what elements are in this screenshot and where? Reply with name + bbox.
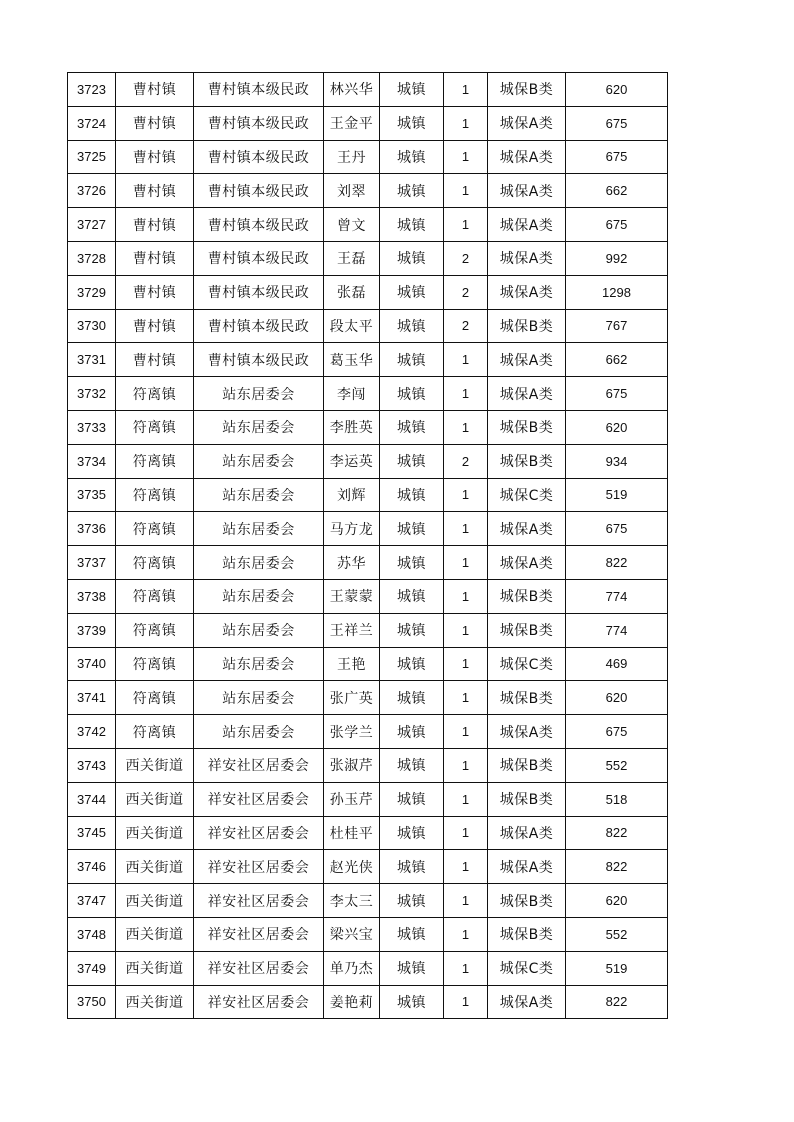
cell-category: 城保A类 xyxy=(488,208,566,242)
cell-category: 城保B类 xyxy=(488,917,566,951)
cell-count: 1 xyxy=(444,512,488,546)
data-table xyxy=(67,72,668,1019)
cell-count: 1 xyxy=(444,579,488,613)
cell-name: 李胜英 xyxy=(324,410,380,444)
cell-count: 1 xyxy=(444,951,488,985)
cell-area: 城镇 xyxy=(380,444,444,478)
cell-name: 单乃杰 xyxy=(324,951,380,985)
cell-town: 符离镇 xyxy=(116,377,194,411)
cell-category: 城保A类 xyxy=(488,546,566,580)
cell-category: 城保A类 xyxy=(488,140,566,174)
cell-id: 3738 xyxy=(68,579,116,613)
cell-category: 城保C类 xyxy=(488,951,566,985)
cell-id: 3736 xyxy=(68,512,116,546)
cell-id: 3748 xyxy=(68,917,116,951)
cell-name: 张广英 xyxy=(324,681,380,715)
cell-town: 符离镇 xyxy=(116,613,194,647)
cell-id: 3739 xyxy=(68,613,116,647)
cell-id: 3726 xyxy=(68,174,116,208)
cell-count: 1 xyxy=(444,546,488,580)
cell-count: 1 xyxy=(444,850,488,884)
cell-town: 曹村镇 xyxy=(116,140,194,174)
cell-town: 西关街道 xyxy=(116,884,194,918)
cell-unit: 曹村镇本级民政 xyxy=(194,343,324,377)
cell-id: 3740 xyxy=(68,647,116,681)
cell-amount: 552 xyxy=(566,748,668,782)
table-row xyxy=(68,343,668,377)
table-row xyxy=(68,884,668,918)
cell-unit: 祥安社区居委会 xyxy=(194,951,324,985)
cell-count: 1 xyxy=(444,73,488,107)
cell-id: 3723 xyxy=(68,73,116,107)
cell-unit: 祥安社区居委会 xyxy=(194,884,324,918)
cell-category: 城保C类 xyxy=(488,647,566,681)
cell-unit: 曹村镇本级民政 xyxy=(194,106,324,140)
cell-category: 城保A类 xyxy=(488,377,566,411)
table-row xyxy=(68,951,668,985)
cell-amount: 774 xyxy=(566,579,668,613)
cell-category: 城保A类 xyxy=(488,174,566,208)
cell-amount: 620 xyxy=(566,73,668,107)
cell-town: 符离镇 xyxy=(116,647,194,681)
cell-area: 城镇 xyxy=(380,917,444,951)
cell-amount: 675 xyxy=(566,512,668,546)
cell-area: 城镇 xyxy=(380,681,444,715)
cell-category: 城保B类 xyxy=(488,681,566,715)
cell-amount: 822 xyxy=(566,816,668,850)
cell-id: 3743 xyxy=(68,748,116,782)
cell-count: 1 xyxy=(444,343,488,377)
table-row xyxy=(68,444,668,478)
cell-area: 城镇 xyxy=(380,73,444,107)
table-row xyxy=(68,681,668,715)
table-row xyxy=(68,782,668,816)
cell-name: 李闯 xyxy=(324,377,380,411)
cell-count: 1 xyxy=(444,208,488,242)
table-row xyxy=(68,748,668,782)
cell-town: 西关街道 xyxy=(116,850,194,884)
cell-town: 符离镇 xyxy=(116,546,194,580)
cell-name: 姜艳莉 xyxy=(324,985,380,1019)
cell-unit: 曹村镇本级民政 xyxy=(194,275,324,309)
cell-name: 张磊 xyxy=(324,275,380,309)
cell-count: 1 xyxy=(444,681,488,715)
cell-area: 城镇 xyxy=(380,174,444,208)
cell-id: 3731 xyxy=(68,343,116,377)
cell-count: 1 xyxy=(444,917,488,951)
cell-count: 1 xyxy=(444,106,488,140)
cell-count: 1 xyxy=(444,410,488,444)
cell-category: 城保B类 xyxy=(488,73,566,107)
cell-name: 段太平 xyxy=(324,309,380,343)
cell-id: 3733 xyxy=(68,410,116,444)
cell-amount: 662 xyxy=(566,174,668,208)
cell-area: 城镇 xyxy=(380,275,444,309)
cell-town: 西关街道 xyxy=(116,917,194,951)
cell-name: 李太三 xyxy=(324,884,380,918)
cell-category: 城保A类 xyxy=(488,512,566,546)
cell-town: 西关街道 xyxy=(116,985,194,1019)
cell-unit: 站东居委会 xyxy=(194,715,324,749)
cell-unit: 祥安社区居委会 xyxy=(194,816,324,850)
cell-area: 城镇 xyxy=(380,985,444,1019)
cell-count: 1 xyxy=(444,816,488,850)
cell-count: 1 xyxy=(444,985,488,1019)
cell-name: 王磊 xyxy=(324,241,380,275)
cell-count: 1 xyxy=(444,613,488,647)
cell-category: 城保B类 xyxy=(488,613,566,647)
cell-amount: 519 xyxy=(566,478,668,512)
cell-amount: 767 xyxy=(566,309,668,343)
cell-id: 3741 xyxy=(68,681,116,715)
cell-amount: 620 xyxy=(566,410,668,444)
cell-unit: 祥安社区居委会 xyxy=(194,917,324,951)
cell-name: 王金平 xyxy=(324,106,380,140)
cell-count: 1 xyxy=(444,782,488,816)
cell-area: 城镇 xyxy=(380,850,444,884)
cell-area: 城镇 xyxy=(380,715,444,749)
cell-count: 1 xyxy=(444,377,488,411)
table-row xyxy=(68,174,668,208)
cell-amount: 675 xyxy=(566,208,668,242)
cell-unit: 曹村镇本级民政 xyxy=(194,208,324,242)
cell-count: 1 xyxy=(444,748,488,782)
cell-area: 城镇 xyxy=(380,546,444,580)
table-row xyxy=(68,917,668,951)
cell-town: 西关街道 xyxy=(116,816,194,850)
cell-amount: 518 xyxy=(566,782,668,816)
cell-town: 符离镇 xyxy=(116,478,194,512)
cell-area: 城镇 xyxy=(380,241,444,275)
cell-count: 1 xyxy=(444,174,488,208)
cell-amount: 774 xyxy=(566,613,668,647)
table-row xyxy=(68,377,668,411)
table-row xyxy=(68,546,668,580)
cell-name: 苏华 xyxy=(324,546,380,580)
cell-category: 城保B类 xyxy=(488,579,566,613)
cell-unit: 站东居委会 xyxy=(194,579,324,613)
cell-amount: 519 xyxy=(566,951,668,985)
cell-area: 城镇 xyxy=(380,410,444,444)
table-row xyxy=(68,140,668,174)
cell-area: 城镇 xyxy=(380,613,444,647)
cell-count: 2 xyxy=(444,241,488,275)
cell-amount: 675 xyxy=(566,377,668,411)
cell-town: 符离镇 xyxy=(116,444,194,478)
cell-amount: 620 xyxy=(566,681,668,715)
cell-unit: 站东居委会 xyxy=(194,512,324,546)
cell-category: 城保A类 xyxy=(488,715,566,749)
cell-category: 城保A类 xyxy=(488,985,566,1019)
cell-name: 马方龙 xyxy=(324,512,380,546)
cell-town: 曹村镇 xyxy=(116,343,194,377)
cell-unit: 曹村镇本级民政 xyxy=(194,140,324,174)
table-row xyxy=(68,275,668,309)
cell-count: 2 xyxy=(444,444,488,478)
cell-town: 西关街道 xyxy=(116,951,194,985)
cell-amount: 552 xyxy=(566,917,668,951)
cell-unit: 站东居委会 xyxy=(194,647,324,681)
cell-area: 城镇 xyxy=(380,343,444,377)
cell-id: 3730 xyxy=(68,309,116,343)
cell-town: 符离镇 xyxy=(116,579,194,613)
table-row xyxy=(68,579,668,613)
cell-name: 李运英 xyxy=(324,444,380,478)
cell-category: 城保A类 xyxy=(488,275,566,309)
cell-town: 西关街道 xyxy=(116,748,194,782)
cell-area: 城镇 xyxy=(380,951,444,985)
cell-town: 符离镇 xyxy=(116,681,194,715)
cell-unit: 站东居委会 xyxy=(194,546,324,580)
cell-unit: 曹村镇本级民政 xyxy=(194,241,324,275)
cell-category: 城保A类 xyxy=(488,343,566,377)
cell-area: 城镇 xyxy=(380,884,444,918)
cell-town: 符离镇 xyxy=(116,715,194,749)
cell-unit: 祥安社区居委会 xyxy=(194,985,324,1019)
cell-id: 3742 xyxy=(68,715,116,749)
table-row xyxy=(68,647,668,681)
cell-area: 城镇 xyxy=(380,106,444,140)
cell-category: 城保B类 xyxy=(488,444,566,478)
cell-town: 曹村镇 xyxy=(116,241,194,275)
cell-amount: 675 xyxy=(566,140,668,174)
cell-id: 3750 xyxy=(68,985,116,1019)
cell-amount: 675 xyxy=(566,106,668,140)
table-row xyxy=(68,106,668,140)
cell-amount: 822 xyxy=(566,546,668,580)
cell-amount: 822 xyxy=(566,850,668,884)
cell-amount: 620 xyxy=(566,884,668,918)
cell-town: 西关街道 xyxy=(116,782,194,816)
cell-id: 3746 xyxy=(68,850,116,884)
cell-name: 曾文 xyxy=(324,208,380,242)
cell-unit: 站东居委会 xyxy=(194,444,324,478)
cell-unit: 站东居委会 xyxy=(194,613,324,647)
cell-id: 3724 xyxy=(68,106,116,140)
cell-id: 3734 xyxy=(68,444,116,478)
cell-count: 1 xyxy=(444,140,488,174)
cell-name: 张淑芹 xyxy=(324,748,380,782)
cell-name: 葛玉华 xyxy=(324,343,380,377)
table-row xyxy=(68,208,668,242)
cell-category: 城保B类 xyxy=(488,410,566,444)
cell-name: 杜桂平 xyxy=(324,816,380,850)
cell-count: 1 xyxy=(444,884,488,918)
cell-id: 3737 xyxy=(68,546,116,580)
cell-unit: 站东居委会 xyxy=(194,377,324,411)
cell-amount: 992 xyxy=(566,241,668,275)
cell-town: 曹村镇 xyxy=(116,309,194,343)
cell-area: 城镇 xyxy=(380,478,444,512)
cell-amount: 822 xyxy=(566,985,668,1019)
cell-town: 曹村镇 xyxy=(116,208,194,242)
cell-id: 3745 xyxy=(68,816,116,850)
cell-id: 3728 xyxy=(68,241,116,275)
cell-category: 城保B类 xyxy=(488,884,566,918)
cell-id: 3727 xyxy=(68,208,116,242)
table-row xyxy=(68,715,668,749)
cell-amount: 662 xyxy=(566,343,668,377)
cell-unit: 曹村镇本级民政 xyxy=(194,174,324,208)
cell-count: 1 xyxy=(444,715,488,749)
table-row xyxy=(68,309,668,343)
cell-town: 曹村镇 xyxy=(116,73,194,107)
cell-id: 3747 xyxy=(68,884,116,918)
cell-id: 3735 xyxy=(68,478,116,512)
table-row xyxy=(68,816,668,850)
cell-town: 曹村镇 xyxy=(116,174,194,208)
table-row xyxy=(68,512,668,546)
cell-amount: 1298 xyxy=(566,275,668,309)
cell-unit: 祥安社区居委会 xyxy=(194,748,324,782)
cell-name: 王祥兰 xyxy=(324,613,380,647)
cell-category: 城保A类 xyxy=(488,850,566,884)
cell-name: 王艳 xyxy=(324,647,380,681)
cell-town: 曹村镇 xyxy=(116,275,194,309)
cell-amount: 675 xyxy=(566,715,668,749)
cell-name: 林兴华 xyxy=(324,73,380,107)
cell-unit: 祥安社区居委会 xyxy=(194,850,324,884)
cell-category: 城保B类 xyxy=(488,309,566,343)
cell-area: 城镇 xyxy=(380,579,444,613)
cell-amount: 934 xyxy=(566,444,668,478)
cell-category: 城保A类 xyxy=(488,816,566,850)
cell-town: 符离镇 xyxy=(116,410,194,444)
cell-town: 符离镇 xyxy=(116,512,194,546)
cell-name: 孙玉芹 xyxy=(324,782,380,816)
cell-name: 刘翠 xyxy=(324,174,380,208)
cell-count: 1 xyxy=(444,647,488,681)
cell-category: 城保B类 xyxy=(488,748,566,782)
cell-id: 3732 xyxy=(68,377,116,411)
cell-count: 1 xyxy=(444,478,488,512)
table-row xyxy=(68,410,668,444)
cell-area: 城镇 xyxy=(380,816,444,850)
cell-unit: 曹村镇本级民政 xyxy=(194,73,324,107)
cell-name: 刘辉 xyxy=(324,478,380,512)
cell-id: 3744 xyxy=(68,782,116,816)
table-body xyxy=(68,73,668,1019)
cell-name: 王丹 xyxy=(324,140,380,174)
table-row xyxy=(68,241,668,275)
cell-unit: 站东居委会 xyxy=(194,410,324,444)
cell-category: 城保C类 xyxy=(488,478,566,512)
cell-name: 张学兰 xyxy=(324,715,380,749)
cell-name: 赵光侠 xyxy=(324,850,380,884)
cell-area: 城镇 xyxy=(380,140,444,174)
cell-unit: 站东居委会 xyxy=(194,681,324,715)
cell-unit: 祥安社区居委会 xyxy=(194,782,324,816)
cell-unit: 站东居委会 xyxy=(194,478,324,512)
table-row xyxy=(68,850,668,884)
cell-id: 3725 xyxy=(68,140,116,174)
cell-amount: 469 xyxy=(566,647,668,681)
cell-name: 梁兴宝 xyxy=(324,917,380,951)
cell-area: 城镇 xyxy=(380,647,444,681)
table-row xyxy=(68,613,668,647)
cell-count: 2 xyxy=(444,275,488,309)
cell-town: 曹村镇 xyxy=(116,106,194,140)
table-row xyxy=(68,985,668,1019)
cell-area: 城镇 xyxy=(380,377,444,411)
table-row xyxy=(68,73,668,107)
cell-id: 3749 xyxy=(68,951,116,985)
cell-count: 2 xyxy=(444,309,488,343)
cell-area: 城镇 xyxy=(380,309,444,343)
cell-category: 城保A类 xyxy=(488,106,566,140)
table-row xyxy=(68,478,668,512)
cell-category: 城保B类 xyxy=(488,782,566,816)
cell-name: 王蒙蒙 xyxy=(324,579,380,613)
cell-area: 城镇 xyxy=(380,512,444,546)
cell-area: 城镇 xyxy=(380,208,444,242)
cell-category: 城保A类 xyxy=(488,241,566,275)
cell-area: 城镇 xyxy=(380,748,444,782)
cell-id: 3729 xyxy=(68,275,116,309)
cell-unit: 曹村镇本级民政 xyxy=(194,309,324,343)
cell-area: 城镇 xyxy=(380,782,444,816)
